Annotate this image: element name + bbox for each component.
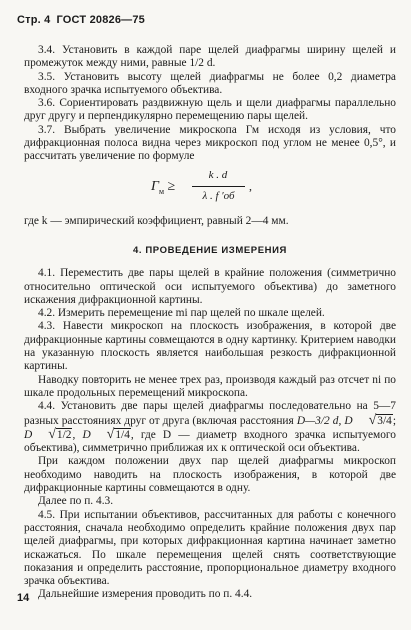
paragraph-4-3: 4.3. Навести микроскоп на плоскость изображения, в которой две дифракционные картины совмещаются в одну картинку. Критерием наводки на указанную плоскость является наибольшая резкость дифракционной картины. xyxy=(24,320,396,373)
magnification-formula xyxy=(24,167,396,213)
page-header xyxy=(17,14,145,26)
paragraph-4-5b: Дальнейшие измерения проводить по п. 4.4. xyxy=(38,588,253,601)
paragraph-4-3b: Наводку повторить не менее трех раз, производя каждый раз отсчет ni по шкале продольных перемещений микроскопа. xyxy=(24,373,396,399)
radical-1-2: √1/2 xyxy=(48,426,72,442)
paragraph-4-4b: При каждом положении двух пар щелей диафрагмы микроскоп необходимо наводить на плоскость изображения, в которой две дифракционные картины совмещаются в одну. xyxy=(24,455,396,495)
paragraph-4-4c: Далее по п. 4.3. xyxy=(38,495,114,508)
formula-lhs: $Г_м$ ≥ xyxy=(151,178,176,196)
radical-3-4: √3/4 xyxy=(368,412,392,428)
formula-comma: , xyxy=(249,178,252,193)
formula-denominator: λ . f ′об xyxy=(202,189,235,202)
fraction-bar xyxy=(192,186,245,187)
paragraph-3-7: 3.7. Выбрать увеличение микроскопа Гм исходя из условия, что дифракционная полоса видна через микроскоп под углом не менее 0,5°, и рассчитать увеличение по формуле xyxy=(24,123,396,163)
paragraph-3-5: 3.5. Установить высоту щелей диафрагмы не более 0,2 диаметра входного зрачка испытуемого объектива. xyxy=(24,70,396,96)
paragraph-3-6: 3.6. Сориентировать раздвижную щель и щели диафрагмы параллельно друг другу и перпендикулярно перемещению пары щелей. xyxy=(24,97,396,123)
radical-1-4: √1/4 xyxy=(106,426,130,442)
page-number: 14 xyxy=(17,592,30,604)
formula-numerator: k . d xyxy=(208,168,228,181)
section-title: 4. ПРОВЕДЕНИЕ ИЗМЕРЕНИЯ xyxy=(133,244,287,256)
paragraph-4-5: 4.5. При испытании объективов, рассчитанных для работы с конечного расстояния, сначала необходимо определить крайние положения двух пар щелей диафрагмы, при которых дифракционная картина начинает заметно искажаться. По шкале перемещения щелей снять соответствующие показания и определить расстояние, пропорциональное диаметру входного зрачка объектива. xyxy=(24,508,396,588)
paragraph-4-4: 4.4. Установить две пары щелей диафрагмы последовательно на 5—7 разных расстояниях друг от друга (включая расстояния D—3/2 d, D √3/4; D √1/2, D √1/4, где D — диаметр входного зрачка испытуемого объектива), симметрично приближая их к оптической оси объектива. xyxy=(24,400,396,455)
document-body xyxy=(24,44,396,602)
paragraph-4-2: 4.2. Измерить перемещение mi пар щелей по шкале щелей. xyxy=(38,307,325,320)
standard-number: ГОСТ 20826—75 xyxy=(56,14,146,26)
paragraph-4-1: 4.1. Переместить две пары щелей в крайние положения (симметрично относительно оптической оси испытуемого объектива) до заметного искажения дифракционной картины. xyxy=(24,267,396,306)
paragraph-3-4: 3.4. Установить в каждой паре щелей диафрагмы ширину щелей и промежуток между ними, равные 1/2 d. xyxy=(24,44,396,70)
paragraph-3-7-where: где k — эмпирический коэффициент, равный 2—4 мм. xyxy=(24,214,289,227)
page-label: Стр. 4 xyxy=(17,14,51,26)
